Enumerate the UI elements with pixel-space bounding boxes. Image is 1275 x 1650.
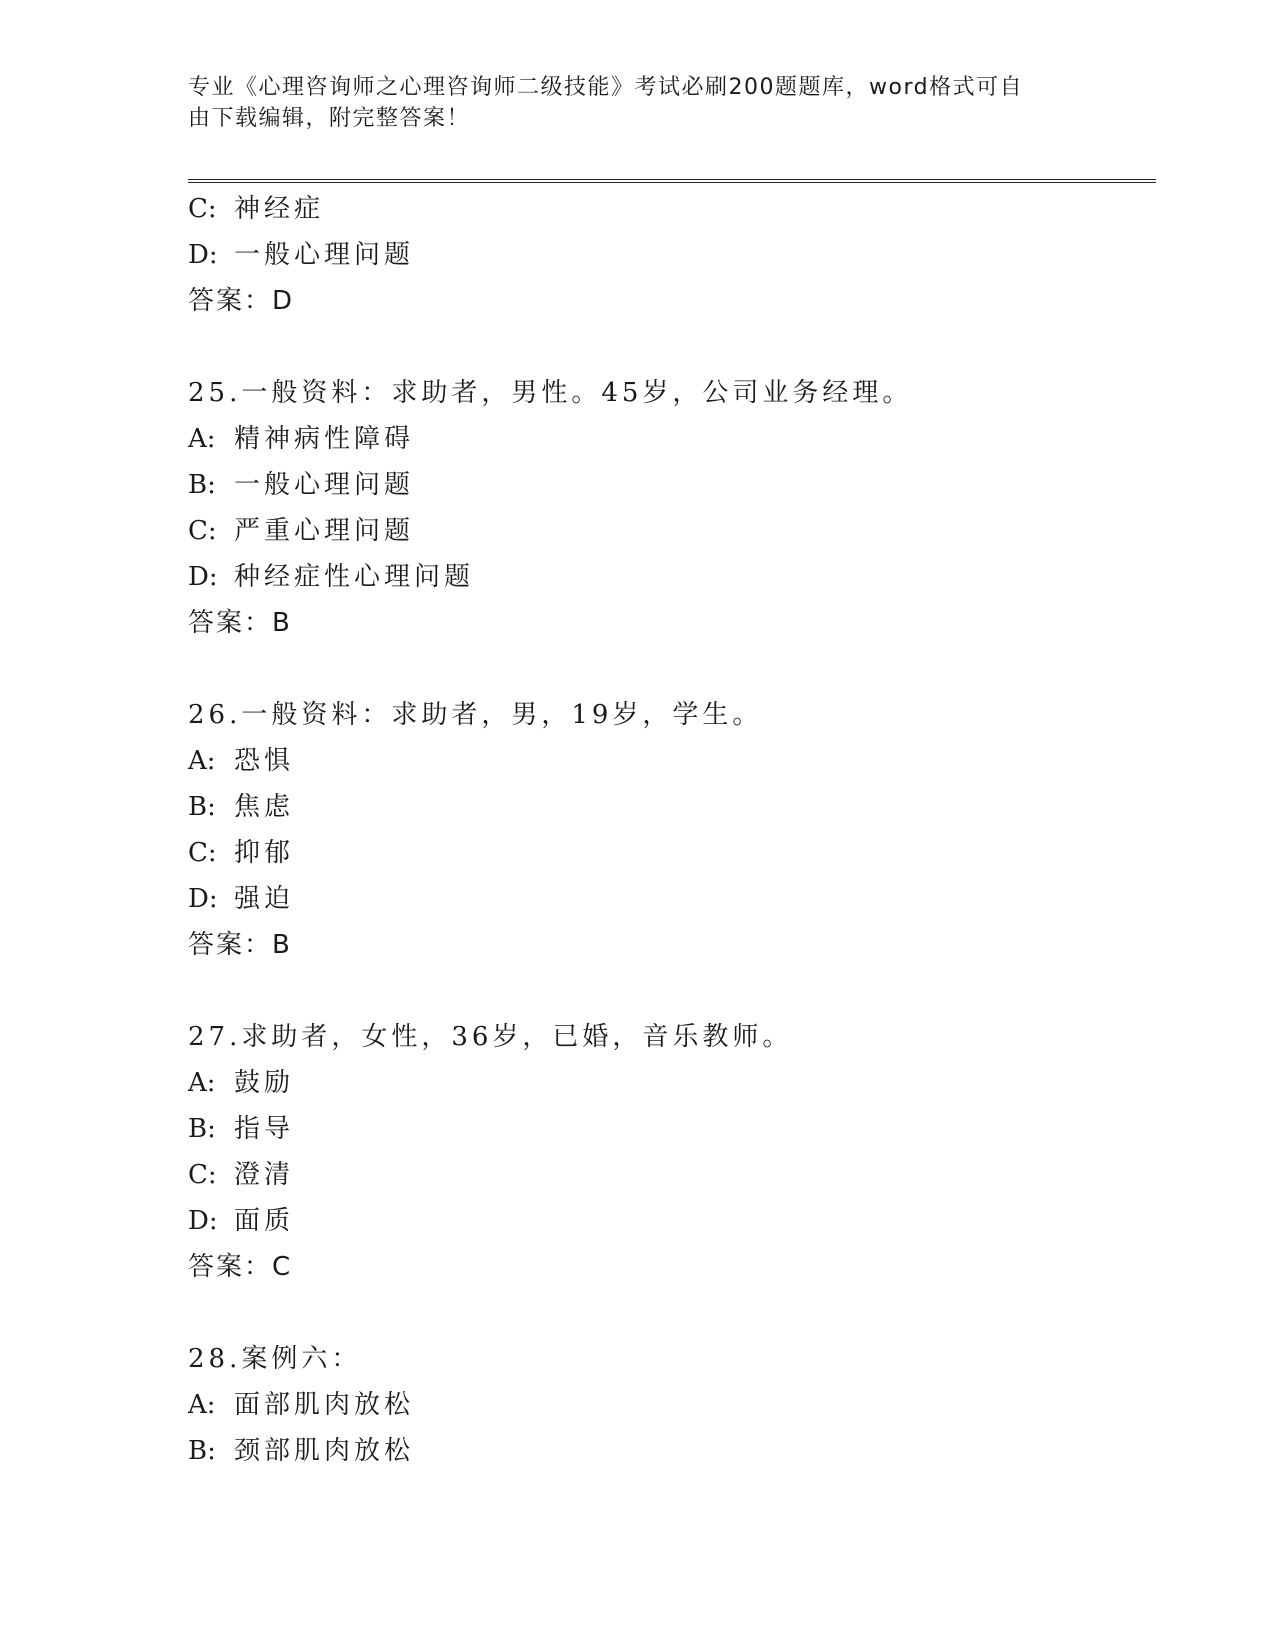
- header-line-1: 专业《心理咨询师之心理咨询师二级技能》考试必刷200题题库，word格式可自: [188, 75, 1024, 100]
- option-b: B: 颈部肌肉放松: [188, 1436, 415, 1466]
- question-28: [188, 1336, 1148, 1474]
- option-b: B: 焦虑: [188, 792, 295, 822]
- question-stem: 28.案例六：: [188, 1344, 362, 1374]
- answer: 答案：B: [188, 930, 292, 960]
- header-line-2: 由下载编辑，附完整答案！: [188, 106, 471, 131]
- header-divider: [188, 179, 1156, 183]
- option-c: C: 抑郁: [188, 838, 295, 868]
- answer: 答案：D: [188, 286, 295, 316]
- answer: 答案：B: [188, 608, 292, 638]
- question-list: [188, 186, 1148, 1474]
- question-26: [188, 692, 1148, 968]
- question-stem: 27.求助者，女性，36岁，已婚，音乐教师。: [188, 1022, 793, 1052]
- option-d: D: 强迫: [188, 884, 295, 914]
- option-b: B: 一般心理问题: [188, 470, 415, 500]
- option-c: C: 澄清: [188, 1160, 295, 1190]
- question-27: [188, 1014, 1148, 1290]
- question-stem: 25.一般资料：求助者，男性。45岁，公司业务经理。: [188, 378, 913, 408]
- question-fragment: [188, 186, 1148, 324]
- question-stem: 26.一般资料：求助者，男，19岁，学生。: [188, 700, 763, 730]
- answer: 答案：C: [188, 1252, 293, 1282]
- option-a: A: 精神病性障碍: [188, 424, 415, 454]
- option-d: D: 种经症性心理问题: [188, 562, 475, 592]
- option-a: A: 鼓励: [188, 1068, 295, 1098]
- question-25: [188, 370, 1148, 646]
- option-a: A: 恐惧: [188, 746, 295, 776]
- document-header: [188, 72, 1088, 134]
- option-d: D: 一般心理问题: [188, 240, 415, 270]
- option-b: B: 指导: [188, 1114, 295, 1144]
- option-c: C: 神经症: [188, 194, 325, 224]
- option-c: C: 严重心理问题: [188, 516, 415, 546]
- option-d: D: 面质: [188, 1206, 295, 1236]
- option-a: A: 面部肌肉放松: [188, 1390, 415, 1420]
